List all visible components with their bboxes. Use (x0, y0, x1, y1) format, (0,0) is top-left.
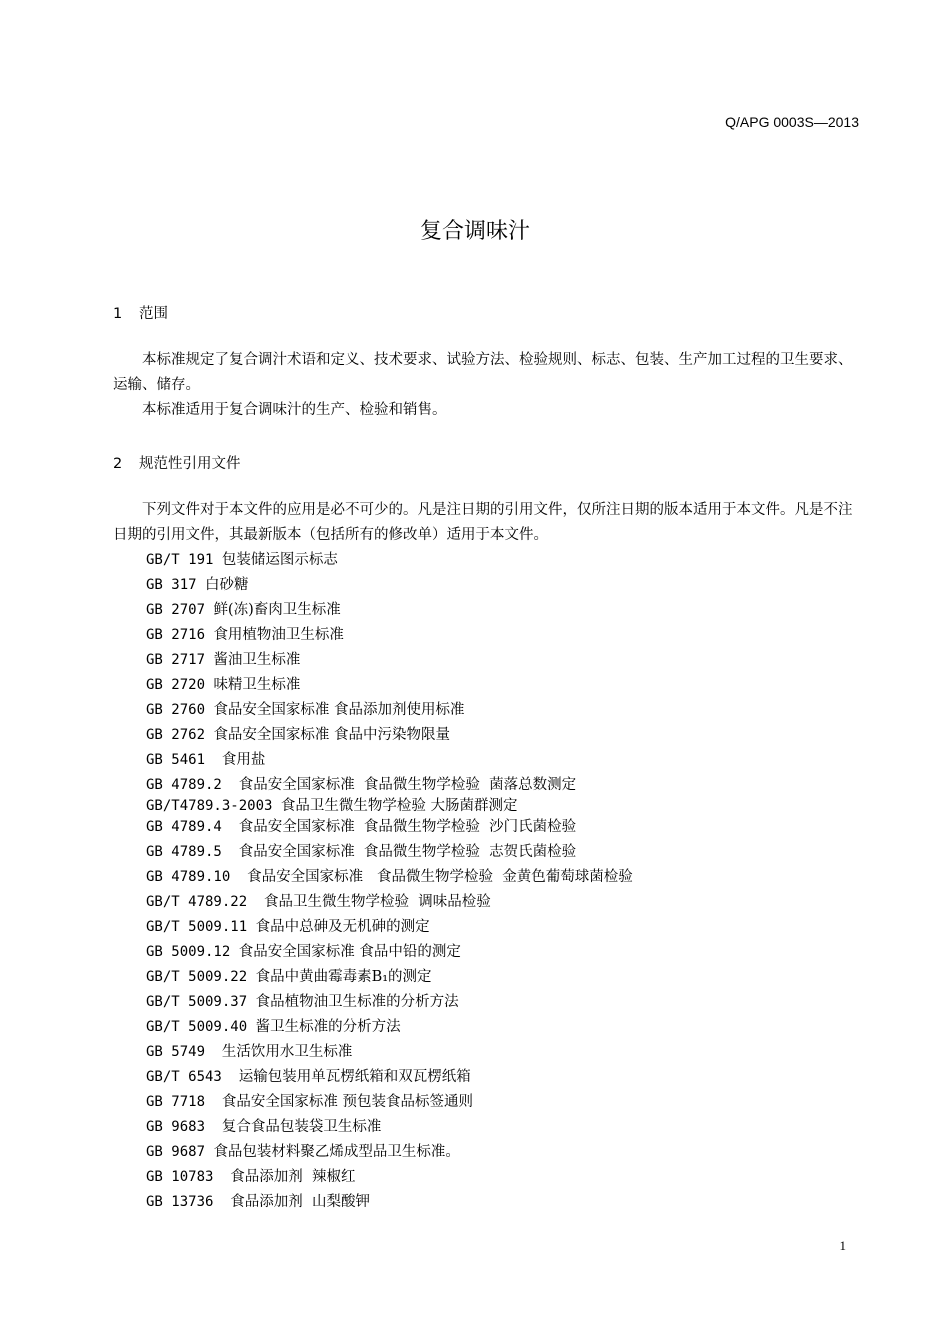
section-title: 范围 (139, 306, 168, 322)
page-number: 1 (839, 1238, 846, 1253)
list-item: GB 9687 食品包装材料聚乙烯成型品卫生标准。 (146, 1144, 460, 1160)
section-heading-scope (113, 302, 168, 323)
document-title: 复合调味汁 (419, 219, 530, 244)
list-item: GB 4789.4 食品安全国家标准 食品微生物学检验 沙门氏菌检验 (146, 819, 577, 835)
list-item: GB 7718 食品安全国家标准 预包装食品标签通则 (146, 1094, 473, 1110)
list-item: GB 4789.2 食品安全国家标准 食品微生物学检验 菌落总数测定 (146, 777, 577, 793)
list-item: GB 10783 食品添加剂 辣椒红 (146, 1169, 356, 1185)
list-item: GB/T 5009.37 食品植物油卫生标准的分析方法 (146, 994, 459, 1010)
list-item: GB 2707 鲜(冻)畜肉卫生标准 (146, 602, 341, 618)
references-paragraph: 下列文件对于本文件的应用是必不可少的。凡是注日期的引用文件，仅所注日期的版本适用于本文件。凡是不注日期的引用文件，其最新版本（包括所有的修改单）适用于本文件。 (113, 502, 853, 543)
list-item: GB 4789.5 食品安全国家标准 食品微生物学检验 志贺氏菌检验 (146, 844, 577, 860)
list-item: GB 5009.12 食品安全国家标准 食品中铅的测定 (146, 944, 461, 960)
list-item: GB 2716 食用植物油卫生标准 (146, 627, 344, 643)
section-title: 规范性引用文件 (139, 456, 241, 472)
list-item: GB 2762 食品安全国家标准 食品中污染物限量 (146, 727, 451, 743)
list-item: GB 5749 生活饮用水卫生标准 (146, 1044, 353, 1060)
scope-paragraph-1: 本标准规定了复合调汁术语和定义、技术要求、试验方法、检验规则、标志、包装、生产加工过程的卫生要求、运输、储存。 (113, 352, 853, 393)
list-item: GB 2760 食品安全国家标准 食品添加剂使用标准 (146, 702, 465, 718)
list-item: GB 317 白砂糖 (146, 577, 249, 593)
list-item: GB 2720 味精卫生标准 (146, 677, 301, 693)
list-item: GB 13736 食品添加剂 山梨酸钾 (146, 1194, 371, 1210)
scope-paragraph-2: 本标准适用于复合调味汁的生产、检验和销售。 (142, 402, 447, 418)
list-item: GB/T 191 包装储运图示标志 (146, 552, 338, 568)
section-number: 2 (113, 456, 123, 472)
list-item: GB/T 5009.11 食品中总砷及无机砷的测定 (146, 919, 430, 935)
list-item: GB/T 5009.40 酱卫生标准的分析方法 (146, 1019, 401, 1035)
list-item: GB/T 5009.22 食品中黄曲霉毒素B₁的测定 (146, 969, 432, 985)
list-item: GB 5461 食用盐 (146, 752, 266, 768)
section-heading-references (113, 452, 241, 473)
list-item: GB 9683 复合食品包装袋卫生标准 (146, 1119, 382, 1135)
section-number: 1 (113, 306, 123, 322)
standard-code: Q/APG 0003S—2013 (725, 114, 859, 130)
list-item: GB/T 6543 运输包装用单瓦楞纸箱和双瓦楞纸箱 (146, 1069, 471, 1085)
list-item: GB/T4789.3-2003 食品卫生微生物学检验 大肠菌群测定 (146, 798, 518, 814)
list-item: GB 2717 酱油卫生标准 (146, 652, 301, 668)
list-item: GB 4789.10 食品安全国家标准 食品微生物学检验 金黄色葡萄球菌检验 (146, 869, 633, 885)
list-item: GB/T 4789.22 食品卫生微生物学检验 调味品检验 (146, 894, 491, 910)
